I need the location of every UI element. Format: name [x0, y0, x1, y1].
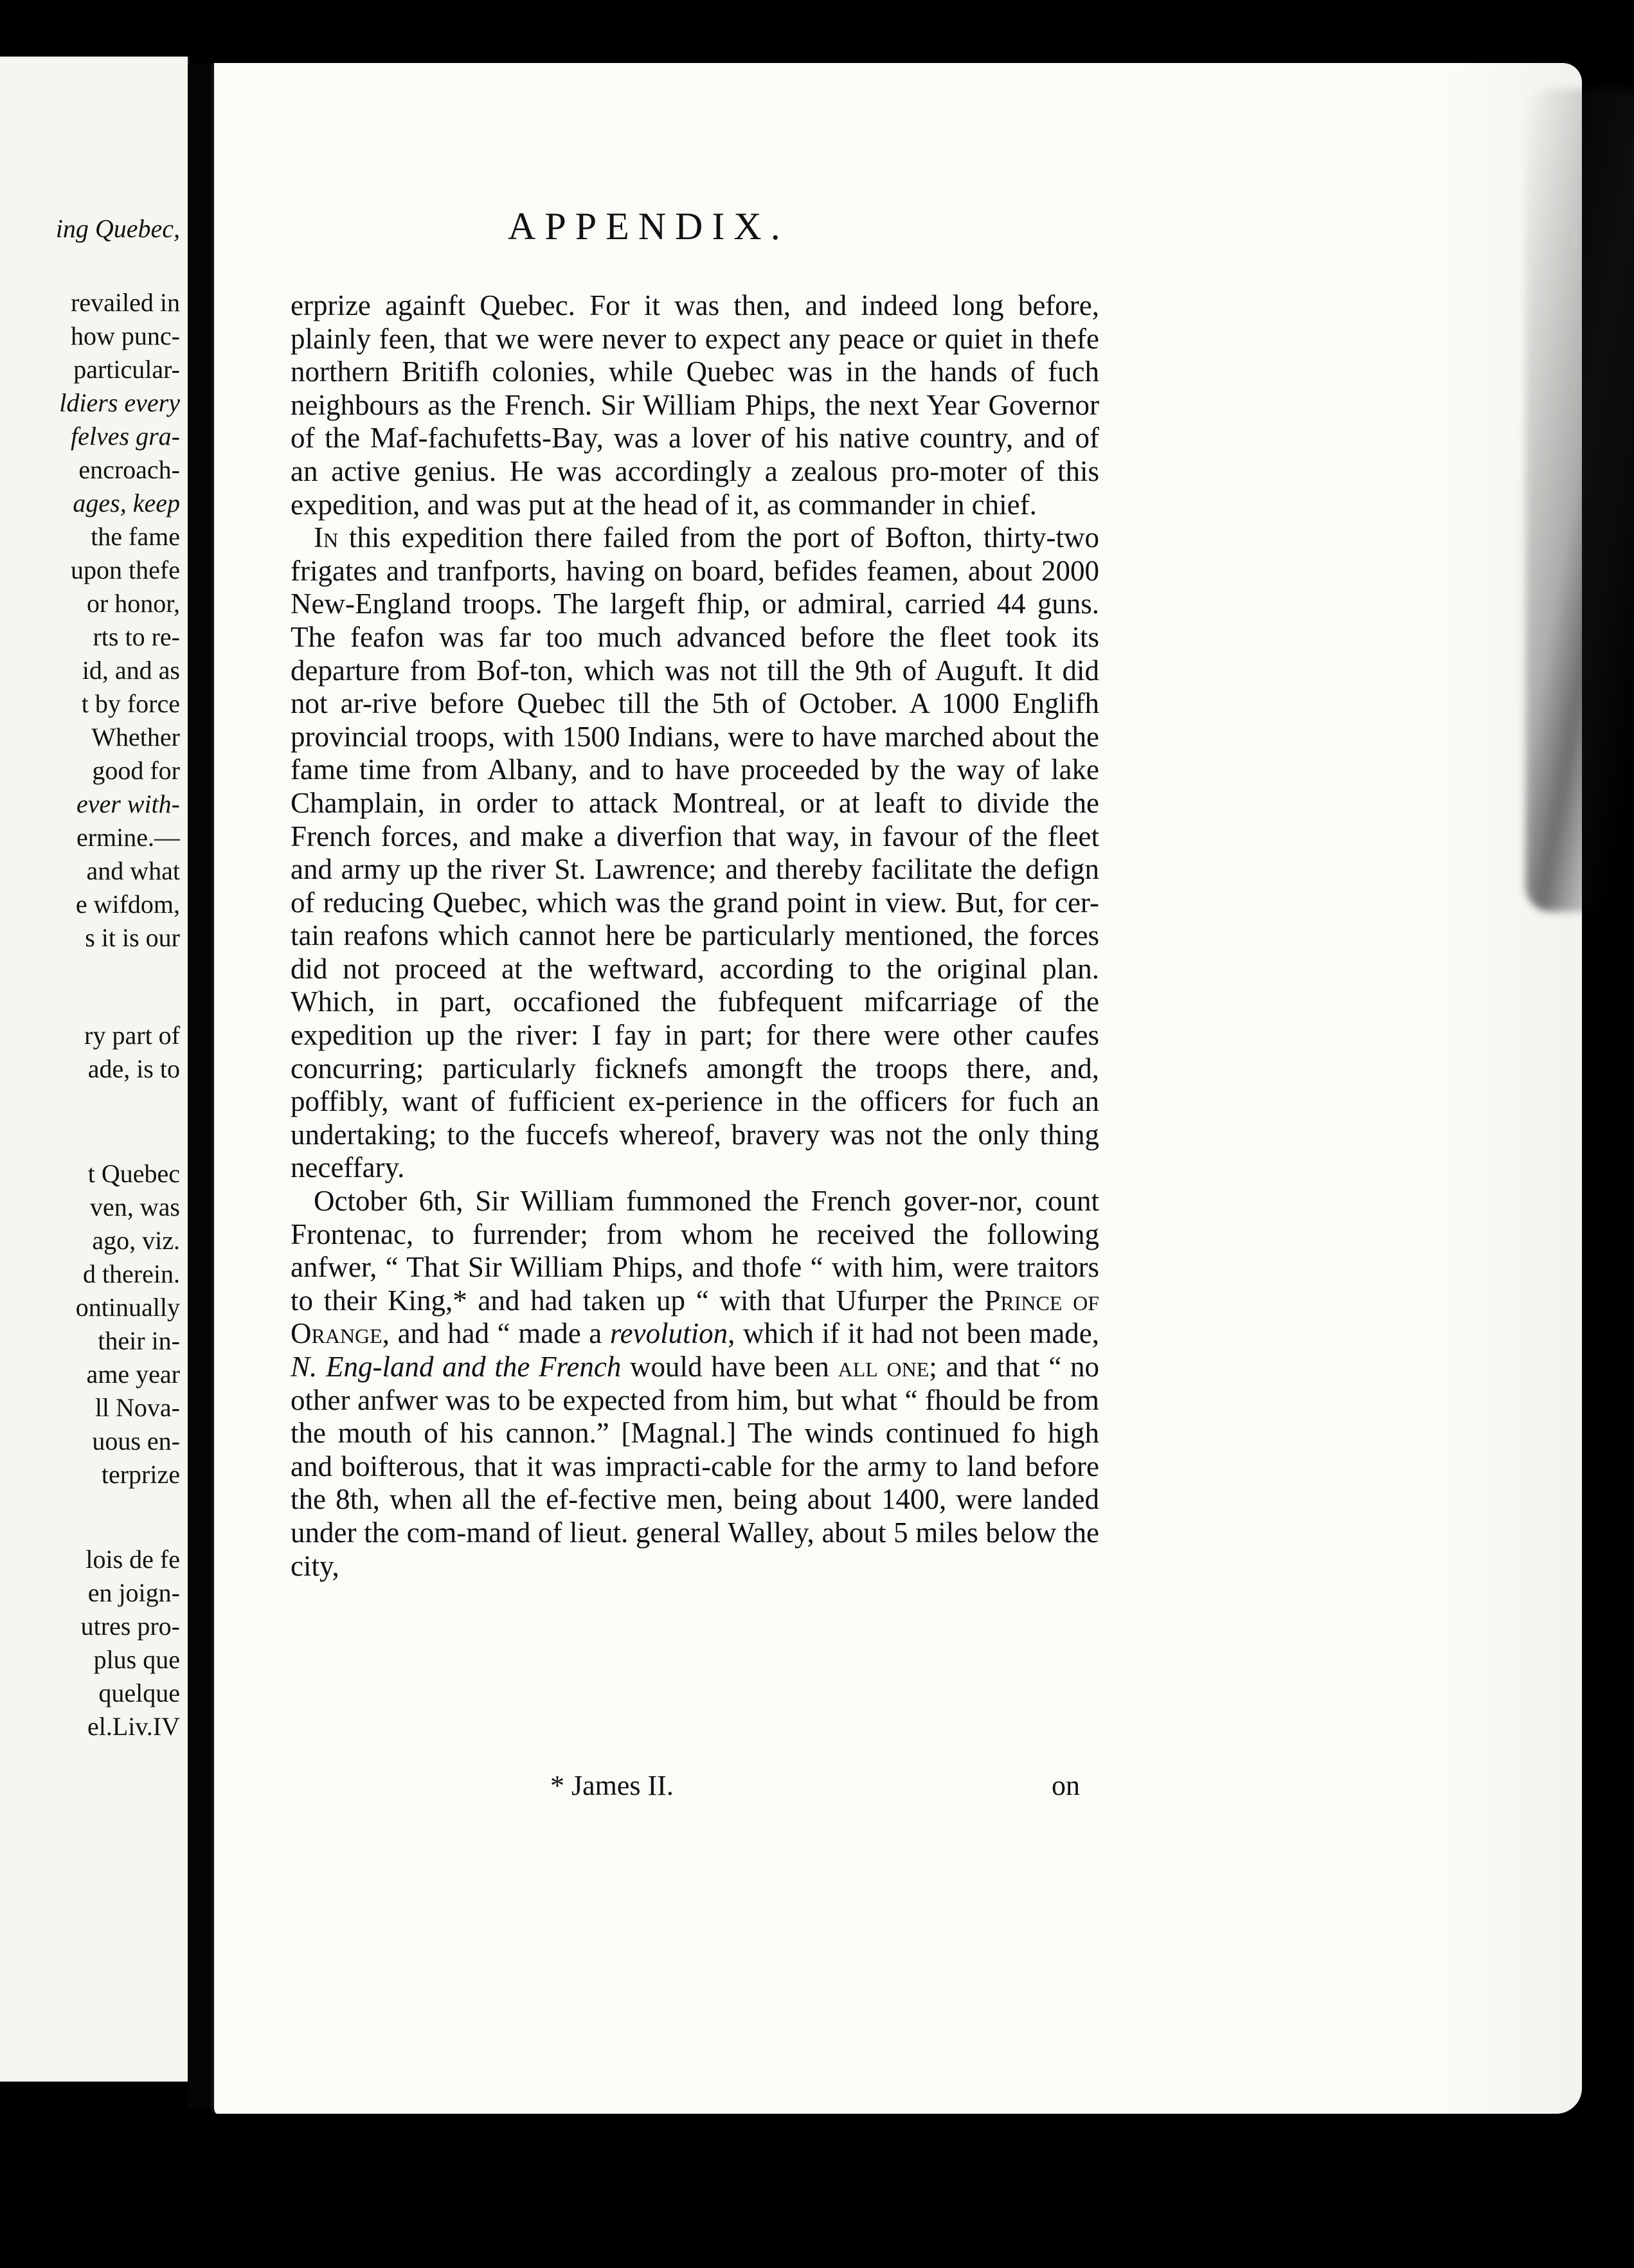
facing-page-line: terprize — [101, 1460, 180, 1489]
facing-page-line: ll Nova- — [94, 1393, 180, 1422]
facing-page-line: ages, keep — [73, 489, 180, 518]
facing-page-line: the fame — [91, 522, 180, 551]
facing-page-line: ermine.— — [76, 823, 180, 852]
catchword: on — [1052, 1770, 1080, 1801]
paragraph-3-part-b: and had “ made a — [397, 1317, 602, 1350]
new-england-phrase: N. Eng-land and the French — [291, 1351, 622, 1383]
facing-page-line: ever with- — [76, 789, 180, 818]
prince-of-orange: Prince of Orange, — [291, 1284, 1100, 1350]
facing-page-line: ago, viz. — [92, 1226, 180, 1255]
facing-page-line: ven, was — [90, 1192, 180, 1221]
facing-page-line: en joign- — [87, 1578, 180, 1607]
facing-page-line: upon thefe — [71, 555, 180, 584]
facing-page-line: Whether — [91, 723, 180, 752]
facing-page-line: t Quebec — [87, 1159, 180, 1188]
paragraph-2-lead: In — [314, 521, 339, 554]
facing-page-line: quelque — [98, 1679, 180, 1707]
facing-page-line: and what — [86, 856, 180, 885]
facing-page-line: ry part of — [84, 1021, 180, 1050]
running-head: APPENDIX. — [508, 205, 789, 248]
facing-page-line: s it is our — [85, 923, 180, 952]
paragraph-3-part-d: would have been — [630, 1351, 829, 1383]
facing-page-line: rts to re- — [93, 622, 180, 651]
paragraph-3-part-a: October 6th, Sir William fummoned the French gover-nor, count Frontenac, to furrender; from whom he received the following anfwer, “ That Sir William Phips, and thofe “ with him, were traitors to their King,* and had taken up “ with that Ufurper the — [291, 1185, 1099, 1317]
facing-page-line: plus que — [93, 1645, 180, 1674]
facing-page-line: good for — [92, 756, 180, 785]
paragraph-1: erprize againft Quebec. For it was then, and indeed long before, plainly feen, that we were never to expect any peace or quiet in thefe northern Britifh colonies, while Quebec was in the hands of fuch neighbours as the French. Sir William Phips, the next Year Governor of the Maf-fachufetts-Bay, was a lover of his native country, and of an active genius. He was accordingly a zealous pro-moter of this expedition, and was put at the head of it, as commander in chief. — [291, 289, 1099, 521]
facing-page-line: utres pro- — [80, 1612, 180, 1641]
facing-page-line: ame year — [86, 1360, 180, 1389]
paragraph-2-text: this expedition there failed from the port of Bofton, thirty-two frigates and tranfports, having on board, befides feamen, about 2000 New-England troops. The largeft fhip, or admiral, carried 44 guns. The feafon was far too much advanced before the fleet took its departure from Bof-ton, which was not till the 9th of Auguft. It did not ar-rive before Quebec till the 5th of October. A 1000 Englifh provincial troops, with 1500 Indians, were to have marched about the fame time from Albany, and to have proceeded by the way of lake Champlain, in order to attack Montreal, or at leaft to divide the French forces, and make a diverfion that way, in favour of the fleet and army up the river St. Lawrence; and thereby facilitate the defign of reducing Quebec, which was the grand point in view. But, for cer-tain reafons which cannot here be particularly mentioned, the forces did not proceed at the weftward, according to the original plan. Which, in part, occafioned the fubfequent mifcarriage of the expedition up the river: I fay in part; for there were other caufes concurring; particularly ficknefs amongft the troops there, and, poffibly, want of fufficient ex-perience in the officers for fuch an undertaking; to the fuccefs whereof, bravery was not the only thing neceffary. — [291, 521, 1100, 1184]
book-gutter — [188, 64, 213, 2109]
facing-page-line: el.Liv.IV — [87, 1712, 180, 1741]
facing-page-line: ing Quebec, — [55, 214, 180, 243]
facing-page-fragment — [0, 57, 190, 2082]
facing-page-line: their in- — [98, 1326, 180, 1355]
all-one-phrase: all one — [838, 1351, 929, 1383]
footnote: * James II. — [550, 1770, 674, 1801]
appendix-body-text — [291, 289, 1099, 1583]
facing-page-line: felves gra- — [71, 422, 180, 451]
facing-page-line: id, and as — [82, 656, 180, 685]
facing-page-line: how punc- — [71, 321, 180, 350]
facing-page-line: ade, is to — [87, 1054, 180, 1083]
facing-page-line: t by force — [81, 689, 180, 718]
facing-page-line: e wifdom, — [75, 890, 180, 919]
paragraph-3-part-e: ; and that “ no other anfwer was to be expected from him, but what “ fhould be from the mouth of his cannon.” [Magnal.] The winds continued fo high and boifterous, that it was impracti-cable for the army to land before the 8th, when all the ef-fective men, being about 1400, were landed under the com-mand of lieut. general Walley, about 5 miles below the city, — [291, 1351, 1100, 1582]
paragraph-3-part-c: , which if it had not been made, — [728, 1317, 1100, 1350]
facing-page-line: lois de fe — [85, 1545, 180, 1574]
facing-page-line: revailed in — [71, 288, 180, 317]
facing-page-line: d therein. — [82, 1259, 180, 1288]
paragraph-3 — [291, 1185, 1099, 1583]
facing-page-line: uous en- — [92, 1426, 180, 1455]
facing-page-line: ontinually — [75, 1293, 180, 1322]
paragraph-2 — [291, 521, 1099, 1185]
facing-page-line: or honor, — [86, 589, 180, 618]
facing-page-line: encroach- — [78, 455, 180, 484]
page-curl-shadow — [1525, 89, 1634, 912]
revolution-word: revolution — [609, 1317, 728, 1350]
facing-page-line: particular- — [73, 355, 180, 384]
facing-page-line: ldiers every — [59, 388, 180, 417]
